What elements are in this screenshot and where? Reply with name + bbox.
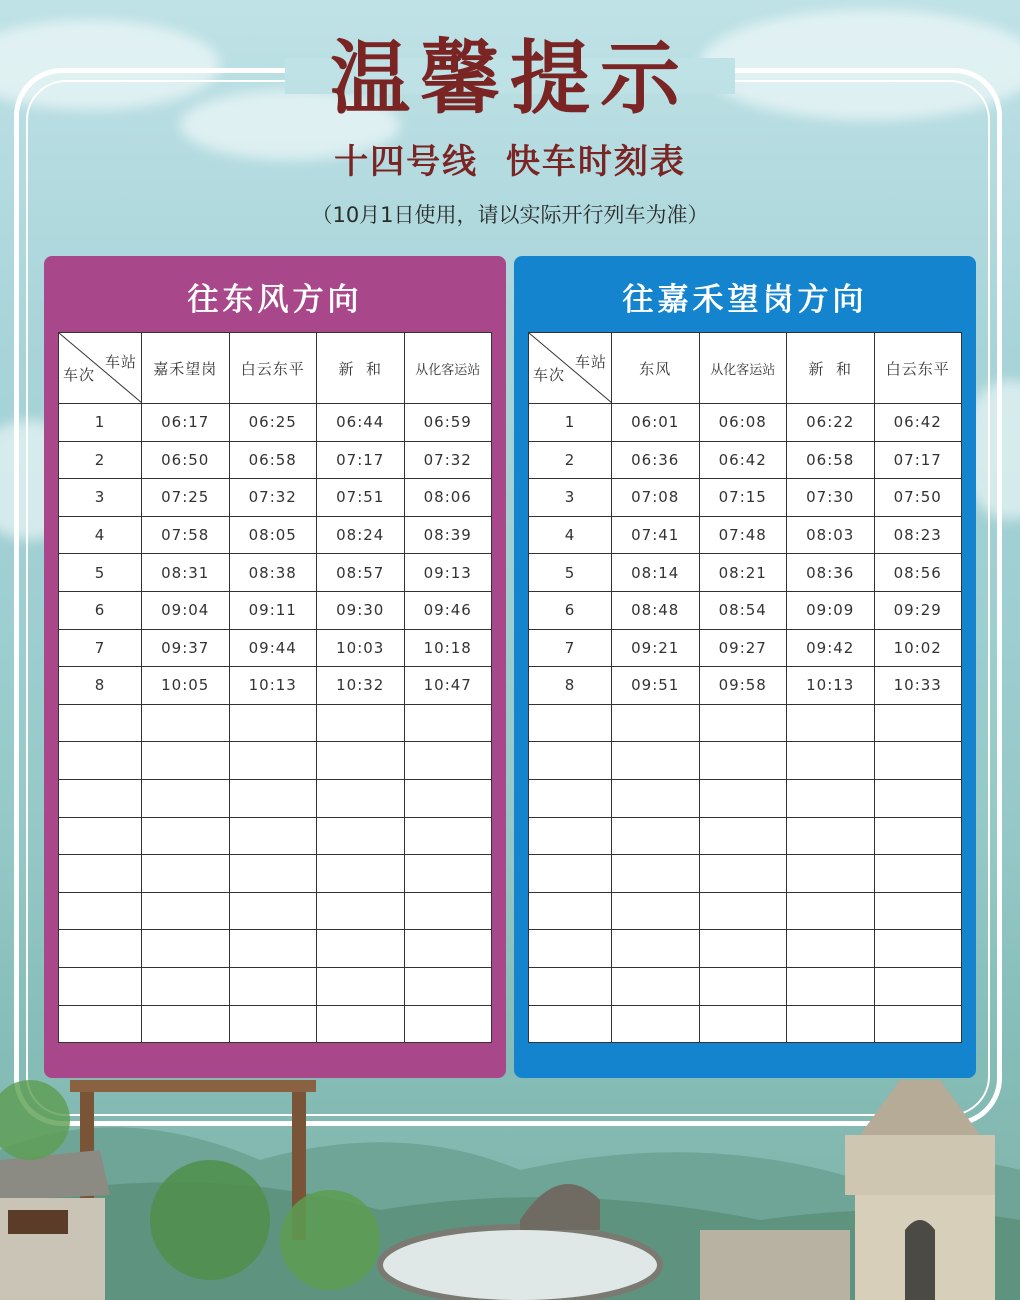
time-cell (612, 817, 700, 855)
table-row (529, 554, 962, 592)
time-cell (787, 930, 875, 968)
trip-label: 车次 (63, 366, 96, 384)
time-cell (317, 892, 405, 930)
time-cell: 06:17 (142, 404, 230, 442)
time-cell: 07:17 (317, 441, 405, 479)
trip-number-cell: 4 (529, 516, 612, 554)
time-cell (404, 1005, 492, 1043)
pavilion-roof (860, 1080, 980, 1135)
trip-number-cell (529, 817, 612, 855)
trip-number-cell (529, 892, 612, 930)
table-row (529, 516, 962, 554)
time-cell: 09:29 (874, 591, 962, 629)
panel-title: 往东风方向 (187, 282, 363, 318)
time-cell: 10:32 (317, 667, 405, 705)
time-cell (699, 779, 787, 817)
station-header: 白云东平 (229, 333, 317, 404)
time-cell (404, 892, 492, 930)
time-cell: 08:54 (699, 591, 787, 629)
corner-cell (59, 333, 142, 404)
time-cell (699, 930, 787, 968)
table-row (59, 779, 492, 817)
trip-number-cell (529, 1005, 612, 1043)
time-cell (229, 930, 317, 968)
time-cell: 06:25 (229, 404, 317, 442)
time-cell (787, 742, 875, 780)
trip-number-cell: 3 (529, 479, 612, 517)
bamboo-foliage (150, 1160, 270, 1280)
time-cell: 06:42 (699, 441, 787, 479)
time-cell: 08:36 (787, 554, 875, 592)
time-cell (787, 817, 875, 855)
time-cell (787, 967, 875, 1005)
trip-number-cell (59, 1005, 142, 1043)
time-cell (787, 779, 875, 817)
house-sign (8, 1210, 68, 1234)
time-cell (612, 967, 700, 1005)
time-cell (612, 742, 700, 780)
time-cell (699, 892, 787, 930)
page-subtitle: 十四号线 快车时刻表 (334, 142, 686, 182)
time-cell (317, 930, 405, 968)
time-cell: 09:11 (229, 591, 317, 629)
time-cell: 08:24 (317, 516, 405, 554)
time-cell (317, 704, 405, 742)
table-row (59, 892, 492, 930)
trip-number-cell: 7 (59, 629, 142, 667)
time-cell: 10:33 (874, 667, 962, 705)
time-cell: 10:03 (317, 629, 405, 667)
table-row (529, 479, 962, 517)
trip-number-cell (59, 742, 142, 780)
table-row (529, 817, 962, 855)
station-header: 从化客运站 (699, 333, 787, 404)
time-cell (787, 1005, 875, 1043)
page-title: 温馨提示 (330, 31, 690, 125)
time-cell: 08:21 (699, 554, 787, 592)
trip-number-cell (529, 967, 612, 1005)
station-header: 新 和 (787, 333, 875, 404)
scenery-illustration (0, 1080, 1020, 1300)
time-cell (874, 742, 962, 780)
table-row (529, 404, 962, 442)
time-cell (229, 817, 317, 855)
time-cell (142, 742, 230, 780)
table-row (59, 1005, 492, 1043)
time-cell: 07:32 (404, 441, 492, 479)
table-row (59, 704, 492, 742)
usage-note: （10月1日使用，请以实际开行列车为准） (311, 203, 709, 227)
time-cell: 06:36 (612, 441, 700, 479)
table-row (529, 930, 962, 968)
time-cell (874, 855, 962, 893)
time-cell: 06:42 (874, 404, 962, 442)
timetable (58, 332, 492, 1043)
time-cell: 10:13 (787, 667, 875, 705)
time-cell: 08:38 (229, 554, 317, 592)
time-cell: 08:06 (404, 479, 492, 517)
time-cell (612, 930, 700, 968)
time-cell (699, 855, 787, 893)
trip-number-cell (529, 742, 612, 780)
time-cell (699, 967, 787, 1005)
trip-label: 车次 (533, 366, 566, 384)
time-cell (142, 817, 230, 855)
time-cell (229, 742, 317, 780)
table-row (529, 704, 962, 742)
table-row (59, 479, 492, 517)
time-cell: 08:48 (612, 591, 700, 629)
time-cell: 06:50 (142, 441, 230, 479)
station-header: 嘉禾望岗 (142, 333, 230, 404)
time-cell (404, 855, 492, 893)
time-cell: 10:02 (874, 629, 962, 667)
time-cell: 09:09 (787, 591, 875, 629)
time-cell: 10:05 (142, 667, 230, 705)
time-cell (404, 704, 492, 742)
time-cell: 10:18 (404, 629, 492, 667)
time-cell (874, 779, 962, 817)
time-cell: 07:41 (612, 516, 700, 554)
table-row (529, 855, 962, 893)
time-cell: 07:17 (874, 441, 962, 479)
time-cell (142, 704, 230, 742)
table-row (59, 667, 492, 705)
header-row (529, 333, 962, 404)
table-row (59, 516, 492, 554)
table-row (59, 441, 492, 479)
time-cell: 06:01 (612, 404, 700, 442)
table-row (59, 742, 492, 780)
time-cell (142, 930, 230, 968)
time-cell: 06:08 (699, 404, 787, 442)
time-cell: 07:15 (699, 479, 787, 517)
time-cell (142, 967, 230, 1005)
time-cell (874, 817, 962, 855)
time-cell (229, 967, 317, 1005)
table-row (59, 817, 492, 855)
time-cell (229, 779, 317, 817)
time-cell: 09:27 (699, 629, 787, 667)
time-cell (699, 742, 787, 780)
table-row (529, 967, 962, 1005)
time-cell: 09:44 (229, 629, 317, 667)
time-cell (874, 967, 962, 1005)
timetable-panel-to-dongfeng (44, 256, 506, 1078)
time-cell (317, 742, 405, 780)
pavilion-base (845, 1135, 995, 1195)
time-cell (229, 1005, 317, 1043)
time-cell: 09:13 (404, 554, 492, 592)
stone-pool (380, 1227, 660, 1300)
time-cell: 08:23 (874, 516, 962, 554)
trip-number-cell: 1 (59, 404, 142, 442)
table-row (529, 1005, 962, 1043)
time-cell: 08:56 (874, 554, 962, 592)
time-cell (699, 704, 787, 742)
time-cell: 09:21 (612, 629, 700, 667)
trip-number-cell: 7 (529, 629, 612, 667)
trip-number-cell (529, 704, 612, 742)
time-cell (229, 892, 317, 930)
trip-number-cell (59, 704, 142, 742)
table-row (529, 892, 962, 930)
timetable (528, 332, 962, 1043)
time-cell (404, 967, 492, 1005)
time-cell (612, 855, 700, 893)
time-cell: 06:58 (787, 441, 875, 479)
table-row (529, 667, 962, 705)
time-cell: 09:58 (699, 667, 787, 705)
trip-number-cell: 2 (529, 441, 612, 479)
header-row (59, 333, 492, 404)
time-cell (317, 817, 405, 855)
trip-number-cell: 5 (529, 554, 612, 592)
table-row (529, 742, 962, 780)
trip-number-cell (529, 930, 612, 968)
trip-number-cell: 3 (59, 479, 142, 517)
table-row (529, 779, 962, 817)
table-row (59, 591, 492, 629)
time-cell: 06:22 (787, 404, 875, 442)
time-cell (787, 892, 875, 930)
time-cell: 07:50 (874, 479, 962, 517)
time-cell (142, 892, 230, 930)
station-label: 车站 (104, 353, 137, 371)
trip-number-cell (59, 779, 142, 817)
time-cell (404, 930, 492, 968)
time-cell (787, 704, 875, 742)
time-cell (787, 855, 875, 893)
time-cell: 09:30 (317, 591, 405, 629)
time-cell: 08:57 (317, 554, 405, 592)
time-cell: 07:51 (317, 479, 405, 517)
time-cell (404, 779, 492, 817)
bamboo-foliage (280, 1190, 380, 1290)
time-cell: 06:59 (404, 404, 492, 442)
table-row (59, 554, 492, 592)
table-row (529, 441, 962, 479)
station-header: 东风 (612, 333, 700, 404)
station-header: 从化客运站 (404, 333, 492, 404)
time-cell: 07:58 (142, 516, 230, 554)
trip-number-cell: 4 (59, 516, 142, 554)
trip-number-cell (59, 817, 142, 855)
time-cell: 08:31 (142, 554, 230, 592)
trip-number-cell (59, 967, 142, 1005)
time-cell (874, 1005, 962, 1043)
time-cell (612, 779, 700, 817)
gate-beam (70, 1080, 316, 1092)
time-cell (612, 1005, 700, 1043)
pavilion-door (905, 1220, 935, 1300)
time-cell (229, 704, 317, 742)
time-cell (142, 855, 230, 893)
time-cell (874, 704, 962, 742)
time-cell (874, 930, 962, 968)
time-cell (229, 855, 317, 893)
time-cell: 10:13 (229, 667, 317, 705)
table-row (59, 629, 492, 667)
time-cell (142, 779, 230, 817)
trip-number-cell: 5 (59, 554, 142, 592)
time-cell (317, 1005, 405, 1043)
trip-number-cell: 8 (59, 667, 142, 705)
time-cell: 08:39 (404, 516, 492, 554)
trip-number-cell: 8 (529, 667, 612, 705)
trip-number-cell: 2 (59, 441, 142, 479)
time-cell (612, 892, 700, 930)
time-cell: 07:25 (142, 479, 230, 517)
station-header: 白云东平 (874, 333, 962, 404)
panel-title: 往嘉禾望岗方向 (622, 282, 868, 318)
time-cell: 06:44 (317, 404, 405, 442)
time-cell: 09:51 (612, 667, 700, 705)
table-row (59, 930, 492, 968)
station-label: 车站 (574, 353, 607, 371)
time-cell (317, 967, 405, 1005)
table-row (529, 591, 962, 629)
trip-number-cell (59, 892, 142, 930)
time-cell (317, 855, 405, 893)
time-cell: 09:42 (787, 629, 875, 667)
table-row (59, 855, 492, 893)
time-cell: 07:30 (787, 479, 875, 517)
time-cell: 09:46 (404, 591, 492, 629)
table-row (59, 404, 492, 442)
trip-number-cell: 6 (529, 591, 612, 629)
station-header: 新 和 (317, 333, 405, 404)
time-cell: 09:37 (142, 629, 230, 667)
time-cell (699, 817, 787, 855)
time-cell: 07:32 (229, 479, 317, 517)
time-cell (612, 704, 700, 742)
time-cell: 08:14 (612, 554, 700, 592)
time-cell: 08:03 (787, 516, 875, 554)
time-cell (874, 892, 962, 930)
time-cell (404, 817, 492, 855)
corner-cell (529, 333, 612, 404)
time-cell: 09:04 (142, 591, 230, 629)
table-row (529, 629, 962, 667)
trip-number-cell: 6 (59, 591, 142, 629)
trip-number-cell: 1 (529, 404, 612, 442)
time-cell: 07:08 (612, 479, 700, 517)
time-cell: 10:47 (404, 667, 492, 705)
railing (700, 1230, 850, 1300)
trip-number-cell (59, 855, 142, 893)
trip-number-cell (529, 855, 612, 893)
trip-number-cell (59, 930, 142, 968)
time-cell: 08:05 (229, 516, 317, 554)
time-cell (699, 1005, 787, 1043)
trip-number-cell (529, 779, 612, 817)
time-cell: 07:48 (699, 516, 787, 554)
time-cell (142, 1005, 230, 1043)
table-row (59, 967, 492, 1005)
time-cell: 06:58 (229, 441, 317, 479)
time-cell (404, 742, 492, 780)
time-cell (317, 779, 405, 817)
timetable-panel-to-jiahewanggang (514, 256, 976, 1078)
